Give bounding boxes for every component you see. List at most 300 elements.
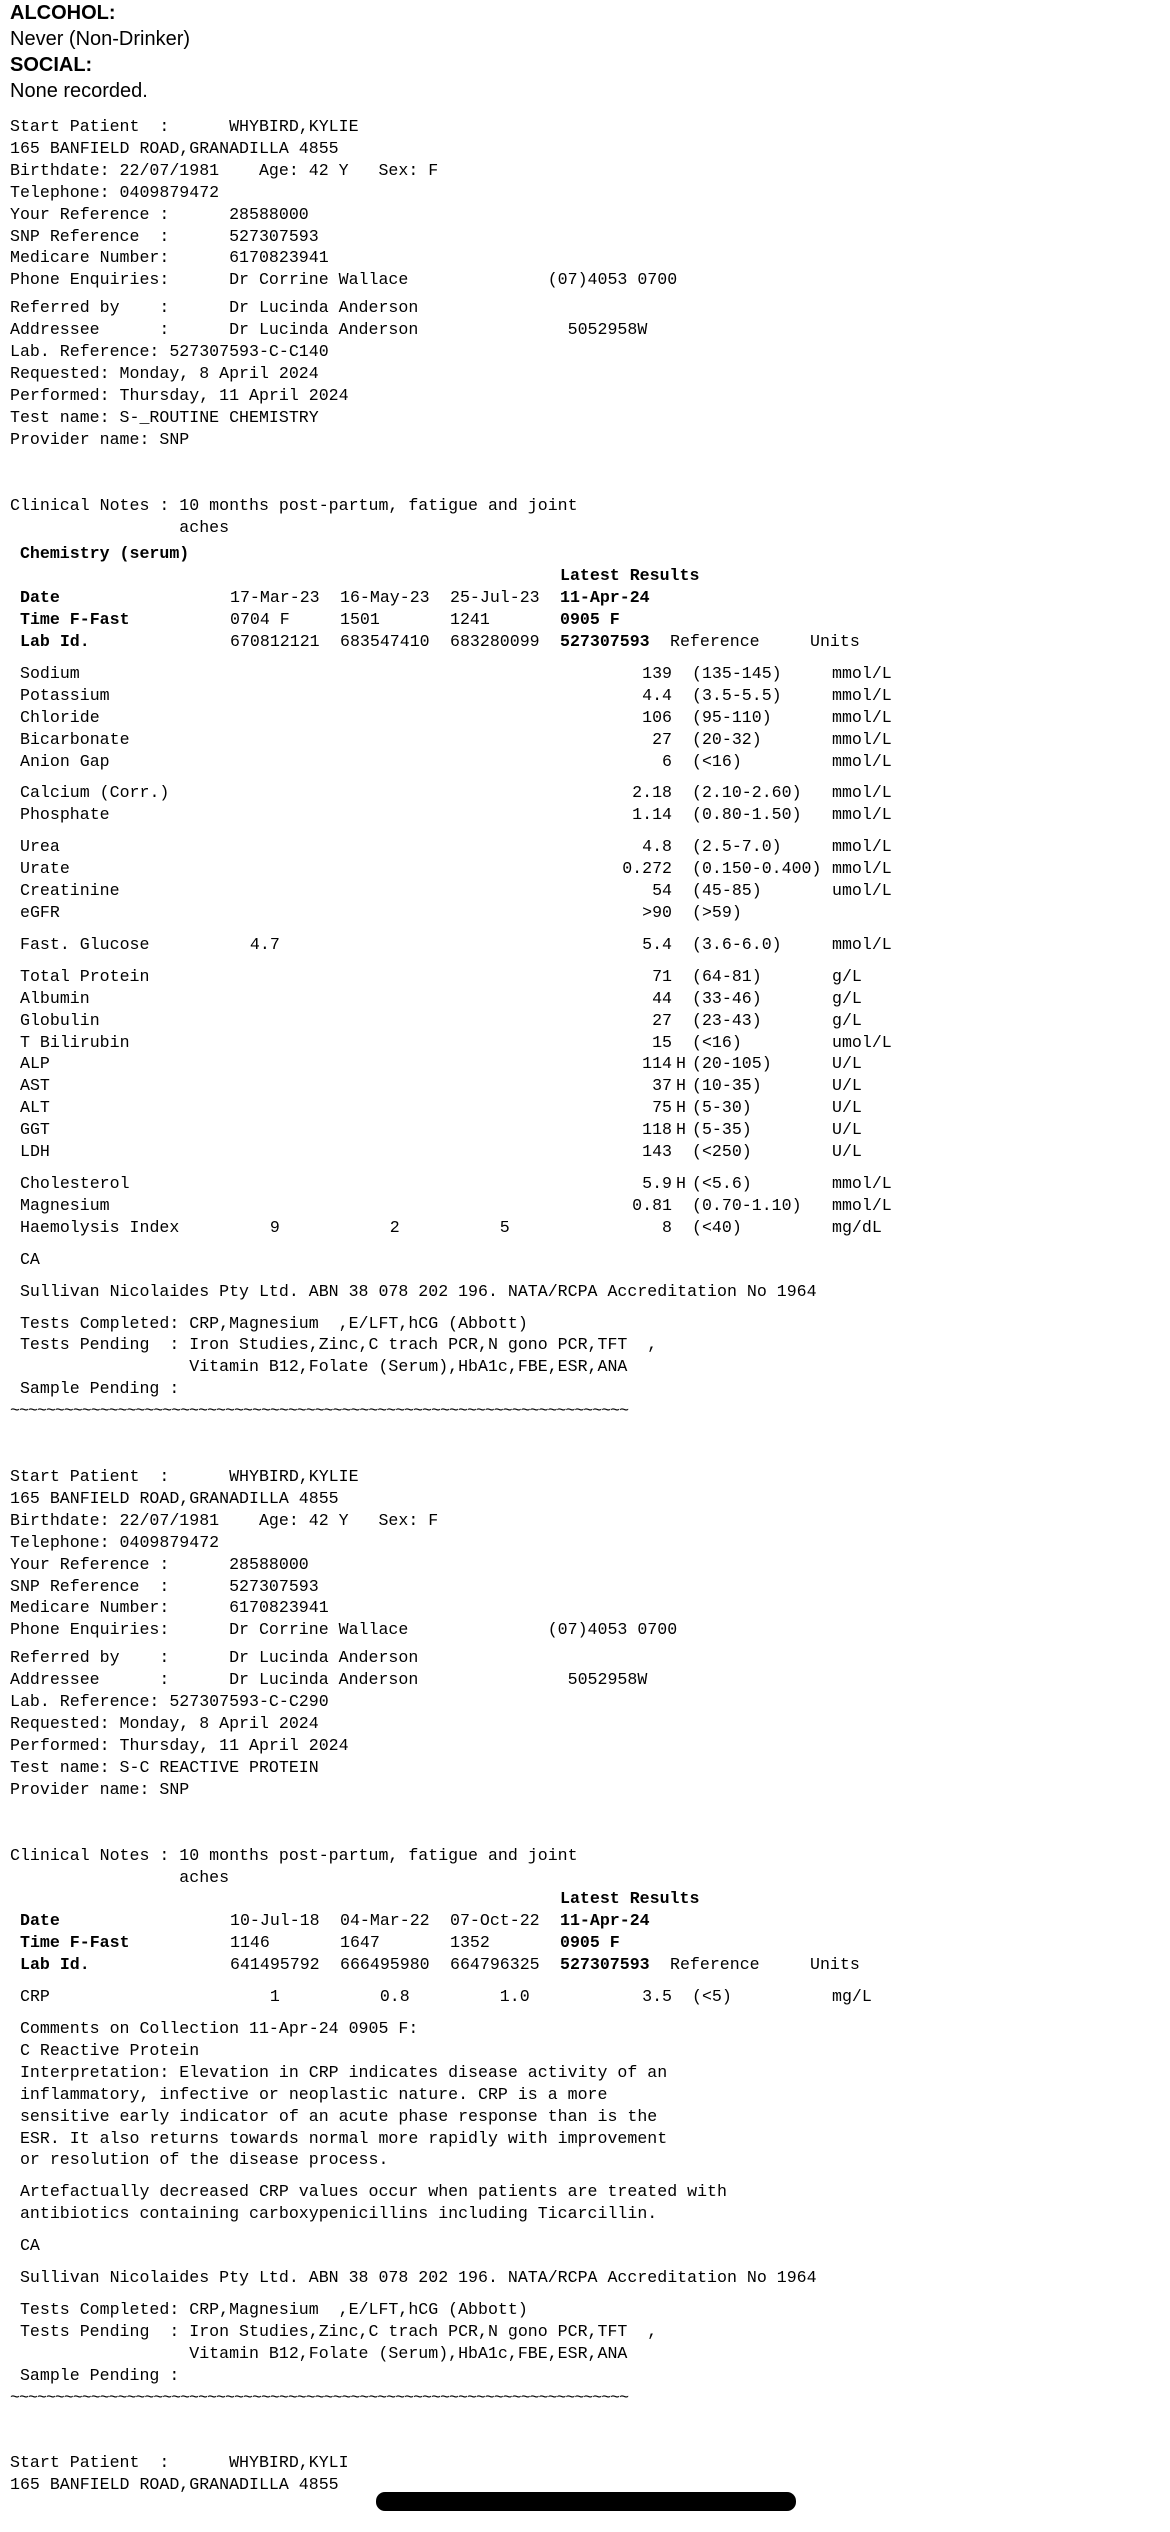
patient-header-line: Medicare Number: 6170823941 [10,248,329,268]
spacer [20,956,1160,966]
results-table [20,565,1160,1238]
result-row-cell [230,782,340,804]
result-row-cell [450,751,560,773]
result-row-cell [340,1032,450,1054]
referral-line: Performed: Thursday, 11 April 2024 [10,385,349,405]
result-row-cell [676,1195,692,1217]
result-row-cell [230,1075,340,1097]
spacer [20,565,560,587]
redaction-bar [376,2492,796,2511]
result-row-cell: ALP [20,1054,50,1074]
result-row-cell [450,1119,560,1141]
result-row-cell [340,836,450,858]
lab-id-row-cell: 666495980 [340,1955,430,1975]
ca-code: CA [10,1249,40,1269]
result-row-cell [450,1141,560,1163]
alcohol-label: ALCOHOL: [10,2,116,24]
result-row [20,707,1160,729]
result-row-cell: (<16) [692,1032,742,1052]
time-row [20,1932,1160,1954]
result-row-cell: (>59) [692,903,742,922]
result-row-cell: Haemolysis Index [20,1217,180,1237]
result-row [20,902,1160,924]
spacer [20,1976,1160,1986]
result-row-cell [450,1195,560,1217]
comment-line: C Reactive Protein [10,2040,200,2060]
result-row-cell [340,966,450,988]
result-row-cell [450,1032,560,1054]
time-row-cell: 1146 [230,1933,270,1953]
result-row-cell: U/L [832,1076,862,1096]
result-row-cell: 15 [652,1032,672,1052]
referral-line: Referred by : Dr Lucinda Anderson [10,1648,419,1668]
result-row-cell: 75 [652,1098,672,1118]
result-row-cell [340,782,450,804]
result-row-cell: (45-85) [692,881,762,901]
result-row-cell [450,1097,560,1119]
divider-line: ~~~~~~~~~~~~~~~~~~~~~~~~~~~~~~~~~~~~~~~~~~~~~~~~~~~~~~~~~~~~~~~~~~~~~ [10,1401,629,1421]
spacer [10,2008,1160,2018]
patient-header-line: Medicare Number: 6170823941 [10,1598,329,1618]
clinical-notes-line: aches [10,517,230,537]
referral-line: Test name: S-C REACTIVE PROTEIN [10,1757,319,1777]
patient-header-line: Phone Enquiries: Dr Corrine Wallace (07)4053 0700 [10,1620,678,1640]
spacer [20,1163,1160,1173]
result-row-cell: (135-145) [692,663,782,683]
footer-line: Start Patient : WHYBIRD,KYLI [10,2453,349,2473]
date-row-cell [670,1910,810,1932]
patient-header-line: Telephone: 0409879472 [10,182,220,202]
time-row-cell: 1647 [340,1933,380,1953]
tests-status-line: Sample Pending : [10,1379,180,1399]
result-row-cell [230,836,340,858]
result-row-cell: mmol/L [832,859,892,879]
tests-status-line: Tests Pending : Iron Studies,Zinc,C trach PCR,N gono PCR,TFT , [10,2321,658,2341]
spacer [10,104,1160,116]
result-row-cell: Total Protein [20,966,150,986]
patient-header-line: Telephone: 0409879472 [10,1532,220,1552]
result-row-cell [230,902,340,924]
result-row-cell: Urea [20,837,60,857]
lab-accreditation: Sullivan Nicolaides Pty Ltd. ABN 38 078 202 196. NATA/RCPA Accreditation No 1964 [10,1281,817,1301]
result-row-cell [340,880,450,902]
date-row-cell: Date [20,588,60,608]
result-row-cell [340,1195,450,1217]
date-row-cell: 17-Mar-23 [230,588,320,608]
patient-header-line: Your Reference : 28588000 [10,1554,309,1574]
lab-id-row-cell: 527307593 [560,1955,650,1975]
result-row-cell [450,1010,560,1032]
spacer [10,2408,1160,2452]
lab-id-row-cell: 641495792 [230,1955,320,1975]
result-row-cell: (10-35) [692,1076,762,1096]
result-row [20,782,1160,804]
result-row-cell: 1.14 [632,805,672,825]
result-row-cell: >90 [642,903,672,922]
result-row-cell: U/L [832,1098,862,1118]
result-row-cell: 106 [642,707,672,727]
report-section [10,1466,1160,2452]
result-row-cell: (<16) [692,751,742,771]
result-row-cell: Urate [20,859,70,879]
divider-line: ~~~~~~~~~~~~~~~~~~~~~~~~~~~~~~~~~~~~~~~~~~~~~~~~~~~~~~~~~~~~~~~~~~~~~ [10,2387,629,2407]
result-row-cell: (<250) [692,1142,752,1162]
result-row-cell [676,902,692,924]
date-row-cell: 10-Jul-18 [230,1911,320,1931]
result-row-cell: 4.4 [642,685,672,705]
result-row-cell: (0.70-1.10) [692,1195,802,1215]
result-row-cell [676,966,692,988]
result-row-cell: 0.8 [340,1987,410,2007]
result-row-cell [450,836,560,858]
date-row-cell: 04-Mar-22 [340,1911,430,1931]
footer-line: 165 BANFIELD ROAD,GRANADILLA 4855 [10,2475,339,2495]
result-row-cell: 139 [642,663,672,683]
spacer [10,2225,1160,2235]
result-row-cell: (<40) [692,1217,742,1237]
result-row-cell [676,707,692,729]
result-row-cell: (64-81) [692,966,762,986]
result-row-cell: (2.10-2.60) [692,783,802,803]
result-row-cell: U/L [832,1142,862,1162]
result-row-cell [450,782,560,804]
result-row-cell: CRP [20,1987,50,2007]
result-row-cell: 0.81 [632,1195,672,1215]
result-row-cell: g/L [832,966,862,986]
result-row-cell: Fast. Glucose [20,934,150,954]
latest-results-label [20,1888,1160,1910]
spacer [10,1303,1160,1313]
result-row-cell: Albumin [20,988,90,1008]
referral-line: Performed: Thursday, 11 April 2024 [10,1735,349,1755]
result-row-cell [340,1141,450,1163]
result-row-cell [230,1032,340,1054]
report-page[interactable] [10,0,1160,2496]
spacer [10,1271,1160,1281]
section-title: Chemistry (serum) [10,544,190,564]
result-row-cell [450,707,560,729]
result-row-cell [676,663,692,685]
result-row-cell [676,751,692,773]
result-row-cell [450,804,560,826]
result-row-cell: 114 [642,1054,672,1074]
result-row-cell [676,1141,692,1163]
result-row-cell: mmol/L [832,805,892,825]
result-row-cell [340,729,450,751]
tests-status-line: Vitamin B12,Folate (Serum),HbA1c,FBE,ESR,ANA [10,1357,628,1377]
date-row-cell [670,587,810,609]
result-row-cell: 4.7 [230,934,280,954]
result-row [20,1010,1160,1032]
lab-id-row-cell: Lab Id. [20,632,90,652]
result-row-cell [676,729,692,751]
result-row-cell [340,663,450,685]
referral-line: Provider name: SNP [10,429,190,449]
result-row-cell: AST [20,1076,50,1096]
result-row-cell [340,1075,450,1097]
result-row-cell: Potassium [20,685,110,705]
date-row-cell [810,1910,890,1932]
result-row [20,751,1160,773]
lab-id-row-cell: Reference [670,1955,760,1975]
result-row-cell [230,858,340,880]
result-row-cell: LDH [20,1142,50,1162]
result-row-cell [450,988,560,1010]
result-row-cell [676,934,692,956]
clinical-notes-line: Clinical Notes : 10 months post-partum, fatigue and joint [10,495,578,515]
result-row-cell: mmol/L [832,837,892,857]
tests-status-line: Tests Completed: CRP,Magnesium ,E/LFT,hCG (Abbott) [10,2299,528,2319]
spacer [10,1422,1160,1466]
result-row [20,1097,1160,1119]
result-row-cell [340,1097,450,1119]
pathology-reports [10,104,1160,2452]
result-row-cell: 1 [230,1987,280,2007]
result-row-cell: Cholesterol [20,1173,130,1193]
result-row-cell: eGFR [20,903,60,922]
result-row-cell [340,858,450,880]
result-row-cell [450,934,560,956]
result-row-cell: mmol/L [832,783,892,803]
result-row-cell: (23-43) [692,1010,762,1030]
lab-id-row [20,1954,1160,1976]
date-row-cell: Date [20,1911,60,1931]
report-section [10,116,1160,1466]
result-row-cell [340,1010,450,1032]
result-row-cell [676,988,692,1010]
result-row [20,880,1160,902]
referral-line: Requested: Monday, 8 April 2024 [10,363,319,383]
result-row-cell [676,880,692,902]
result-row-cell [230,1141,340,1163]
tests-status-line: Tests Pending : Iron Studies,Zinc,C trach PCR,N gono PCR,TFT , [10,1335,658,1355]
result-row [20,1217,1160,1239]
result-row-cell: 118 [642,1120,672,1140]
result-row-cell [450,685,560,707]
result-row-cell: g/L [832,988,862,1008]
result-row-cell [450,729,560,751]
result-row-cell: mmol/L [832,751,892,771]
referral-line: Provider name: SNP [10,1779,190,1799]
result-row-cell: Sodium [20,663,80,683]
result-row-cell [230,1195,340,1217]
result-row-cell [676,1032,692,1054]
result-row-cell: 71 [652,966,672,986]
time-row [20,609,1160,631]
result-row-cell: U/L [832,1054,862,1074]
time-row-cell: 0905 F [560,610,620,630]
result-row-cell: mmol/L [832,707,892,727]
referral-line: Requested: Monday, 8 April 2024 [10,1714,319,1733]
lab-id-row-cell: Lab Id. [20,1955,90,1975]
result-row-cell: 27 [652,1010,672,1030]
patient-header-line: Birthdate: 22/07/1981 Age: 42 Y Sex: F [10,160,439,180]
comment-line: Interpretation: Elevation in CRP indicates disease activity of an [10,2062,668,2082]
patient-header-line: Your Reference : 28588000 [10,204,309,224]
result-row-cell: (2.5-7.0) [692,837,782,857]
latest-results-label [20,565,1160,587]
result-row-cell [230,751,340,773]
result-row-cell [450,1075,560,1097]
result-row-cell: U/L [832,1120,862,1140]
result-row-cell [676,836,692,858]
result-row-cell: 4.8 [642,837,672,857]
lab-id-row [20,631,1160,653]
comment-line: antibiotics containing carboxypenicillins including Ticarcillin. [10,2204,658,2224]
spacer [20,924,1160,934]
result-row-cell: mg/dL [832,1217,882,1237]
result-row-cell: mmol/L [832,663,892,683]
result-row-cell: mmol/L [832,934,892,954]
result-row [20,1986,1160,2008]
spacer [20,1888,560,1910]
result-row-cell: 2.18 [632,783,672,803]
spacer [10,2289,1160,2299]
result-row-cell [450,1053,560,1075]
result-row-cell [230,707,340,729]
result-row-cell [230,1053,340,1075]
result-row-cell [230,966,340,988]
result-row-cell [230,1173,340,1195]
clinical-notes-line: aches [10,1867,230,1887]
lab-id-row-cell: Reference [670,632,760,652]
patient-header-line: SNP Reference : 527307593 [10,226,319,246]
result-row-cell: Calcium (Corr.) [20,783,170,803]
patient-header-line: Birthdate: 22/07/1981 Age: 42 Y Sex: F [10,1510,439,1530]
tests-status-line: Sample Pending : [10,2365,180,2385]
time-row-cell: 1352 [450,1933,490,1953]
comment-line: Artefactually decreased CRP values occur when patients are treated with [10,2182,727,2202]
alcohol-value: Never (Non-Drinker) [10,28,191,50]
comment-line: sensitive early indicator of an acute phase response than is the [10,2106,658,2126]
referral-line: Addressee : Dr Lucinda Anderson 5052958W [10,320,648,340]
date-row-cell: 11-Apr-24 [560,1911,650,1931]
result-row-cell [676,858,692,880]
result-row-cell [340,1053,450,1075]
spacer [20,772,1160,782]
result-row-cell [450,966,560,988]
time-row-cell: Time F-Fast [20,610,130,630]
result-row-cell [676,1217,692,1239]
referral-line: Lab. Reference: 527307593-C-C290 [10,1692,329,1712]
result-row-cell: Phosphate [20,805,110,825]
result-row-cell: umol/L [832,881,892,901]
comment-line: ESR. It also returns towards normal more rapidly with improvement [10,2128,668,2148]
result-row-cell [340,934,450,956]
results-table [20,1888,1160,2008]
result-row-cell: mmol/L [832,1173,892,1193]
result-row-cell: (20-32) [692,729,762,749]
result-row [20,1053,1160,1075]
comment-line [10,2171,1160,2181]
patient-header-line: Start Patient : WHYBIRD,KYLIE [10,117,359,136]
result-row-cell [676,1010,692,1032]
time-row-cell [670,609,810,631]
result-row-cell: g/L [832,1010,862,1030]
result-row [20,966,1160,988]
result-row-cell [450,858,560,880]
spacer [10,1801,1160,1845]
result-row-cell [832,902,912,924]
result-row-cell: (95-110) [692,707,772,727]
result-row-cell: 2 [340,1217,400,1237]
result-row-cell: (<5.6) [692,1173,752,1193]
result-row-cell: mmol/L [832,729,892,749]
social-label: SOCIAL: [10,54,93,76]
result-row-cell: (<5) [692,1987,732,2007]
time-row-cell: Time F-Fast [20,1933,130,1953]
result-row [20,1032,1160,1054]
result-row-cell: (0.150-0.400) [692,859,822,879]
patient-header-line: 165 BANFIELD ROAD,GRANADILLA 4855 [10,1488,339,1508]
result-row-cell [230,988,340,1010]
result-row-cell: 9 [230,1217,280,1237]
result-row-cell [340,804,450,826]
result-row-cell: 6 [662,751,672,771]
result-row-cell: ALT [20,1098,50,1118]
result-row-cell: 5.9 [642,1173,672,1193]
result-row-cell [676,782,692,804]
result-row-cell [340,685,450,707]
date-row-cell: 11-Apr-24 [560,588,650,608]
spacer [10,451,1160,495]
result-row-cell: H [676,1120,686,1140]
result-row [20,1173,1160,1195]
result-row [20,858,1160,880]
lab-id-row-cell: 664796325 [450,1955,540,1975]
result-row-cell: Chloride [20,707,100,727]
lab-id-row-cell: 683280099 [450,632,540,652]
result-row [20,988,1160,1010]
result-row-cell [340,902,450,924]
spacer [10,2257,1160,2267]
result-row-cell: 5 [450,1217,510,1237]
result-row [20,836,1160,858]
ca-code: CA [10,2236,40,2256]
result-row-cell [676,804,692,826]
time-row-cell [670,1932,810,1954]
patient-header-line: Start Patient : WHYBIRD,KYLIE [10,1467,359,1487]
result-row-cell: 143 [642,1142,672,1162]
result-row-cell: 54 [652,881,672,901]
patient-header-line: 165 BANFIELD ROAD,GRANADILLA 4855 [10,138,339,158]
result-row-cell: T Bilirubin [20,1032,130,1052]
referral-line: Addressee : Dr Lucinda Anderson 5052958W [10,1670,648,1690]
time-row-cell [810,1932,890,1954]
time-row-cell: 0905 F [560,1933,620,1953]
date-row-cell: 07-Oct-22 [450,1911,540,1931]
result-row-cell: Magnesium [20,1195,110,1215]
tests-status-line: Tests Completed: CRP,Magnesium ,E/LFT,hCG (Abbott) [10,1313,528,1333]
result-row-cell [230,880,340,902]
result-row [20,729,1160,751]
result-row [20,1119,1160,1141]
result-row-cell: (3.5-5.5) [692,685,782,705]
lab-accreditation: Sullivan Nicolaides Pty Ltd. ABN 38 078 202 196. NATA/RCPA Accreditation No 1964 [10,2268,817,2288]
result-row-cell: (0.80-1.50) [692,805,802,825]
result-row-cell: (5-35) [692,1120,752,1140]
result-row-cell: (33-46) [692,988,762,1008]
lab-id-row-cell: 527307593 [560,632,650,652]
date-row [20,1910,1160,1932]
result-row-cell [340,751,450,773]
result-row-cell [230,1119,340,1141]
result-row-cell [230,729,340,751]
result-row-cell: 3.5 [642,1987,672,2007]
time-row-cell: 1501 [340,610,380,630]
result-row-cell [230,804,340,826]
referral-line: Referred by : Dr Lucinda Anderson [10,298,419,318]
